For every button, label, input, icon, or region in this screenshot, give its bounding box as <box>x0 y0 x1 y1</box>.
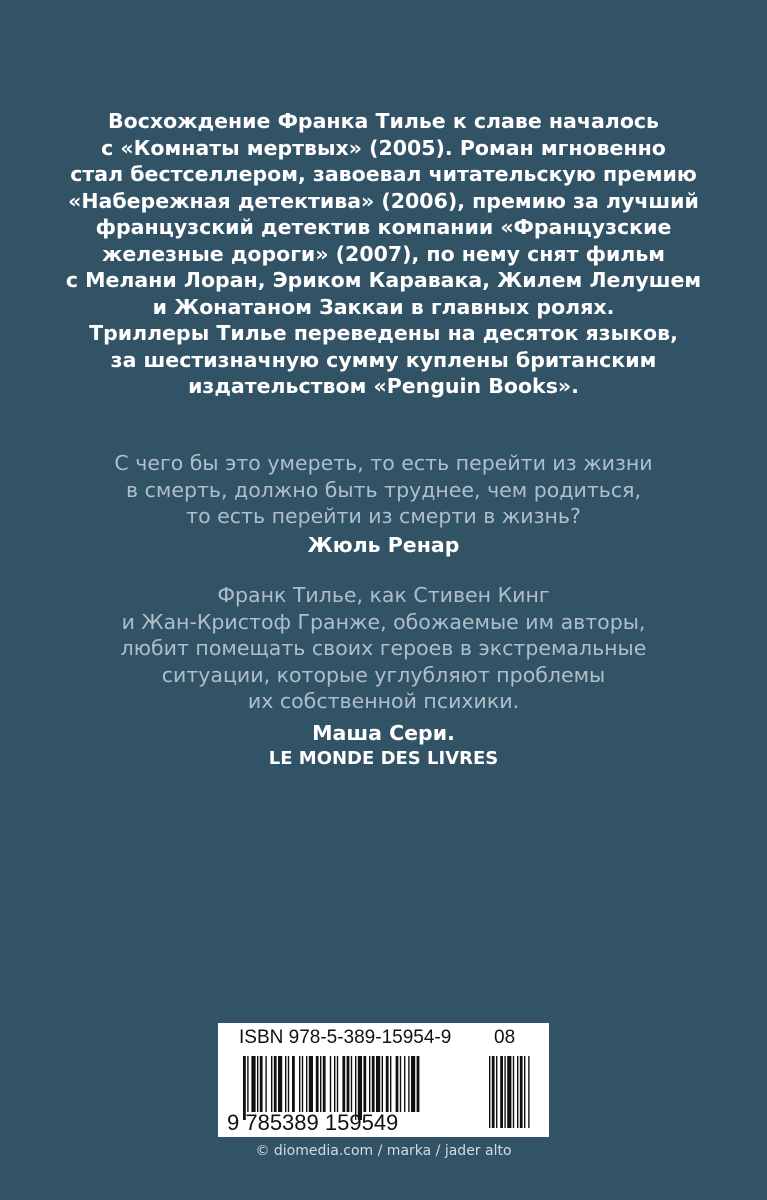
barcode-bar <box>372 1056 375 1112</box>
epigraph-author: Жюль Ренар <box>307 533 460 557</box>
barcode-bar <box>260 1056 263 1112</box>
blurb-line: с Мелани Лоран, Эриком Каравака, Жилем Лелушем <box>65 268 702 292</box>
addon-bar <box>489 1056 490 1128</box>
barcode-bar <box>330 1056 331 1112</box>
barcode-bar <box>376 1056 380 1112</box>
isbn-barcode <box>218 1023 549 1137</box>
photo-credit: © diomedia.com / marka / jader alto <box>255 1143 512 1159</box>
barcode-bar <box>408 1056 409 1112</box>
barcode-bar <box>390 1056 391 1112</box>
barcode-bar <box>285 1056 286 1112</box>
barcode-bar <box>404 1056 405 1112</box>
addon-bar <box>528 1056 529 1128</box>
barcode-bar <box>309 1056 313 1112</box>
author-blurb <box>60 108 707 400</box>
addon-bar <box>500 1056 503 1128</box>
barcode-bar <box>288 1056 289 1112</box>
addon-bar <box>520 1056 523 1128</box>
blurb-line: железные дороги» (2007), по нему снят фильм <box>101 241 666 266</box>
barcode-bar <box>302 1056 303 1112</box>
blurb-line: французский детектив компании «Французские <box>95 215 672 239</box>
barcode-bar <box>363 1056 366 1112</box>
addon-bar <box>517 1056 518 1128</box>
barcode-bar <box>400 1056 401 1112</box>
quote-line: в смерть, должно быть труднее, чем родиться, <box>126 477 641 502</box>
barcode-bar <box>342 1056 345 1112</box>
addon-bar <box>496 1056 497 1128</box>
barcode-bar <box>334 1056 335 1112</box>
price-addon: 08 <box>494 1027 516 1048</box>
ean-digits: 9 785389 159549 <box>227 1110 399 1135</box>
barcode-bar <box>411 1056 415 1112</box>
review-source: LE MONDE DES LIVRES <box>268 748 499 769</box>
blurb-line: Триллеры Тилье переведены на десяток языков, <box>89 321 678 345</box>
quote-line: С чего бы это умереть, то есть перейти из жизни <box>114 451 653 475</box>
blurb-line: за шестизначную сумму куплены британским <box>110 347 657 372</box>
review-attribution <box>60 720 707 772</box>
barcode-bar <box>306 1056 307 1112</box>
barcode-bar <box>320 1056 321 1112</box>
barcode-bar <box>299 1056 300 1112</box>
addon-bar <box>524 1056 525 1128</box>
review-author: Маша Сери. <box>312 721 455 745</box>
barcode-bar <box>274 1056 277 1112</box>
barcode-bar <box>265 1056 266 1112</box>
barcode-bar <box>382 1056 383 1112</box>
blurb-line: «Набережная детектива» (2006), премию за лучший <box>68 188 699 213</box>
quote-line: ситуации, которые углубляют проблемы <box>161 662 606 687</box>
addon-bar <box>504 1056 505 1128</box>
barcode-bar <box>351 1056 352 1112</box>
isbn-number: ISBN 978-5-389-15954-9 <box>239 1027 452 1048</box>
addon-bar <box>507 1056 511 1128</box>
quote-line: любит помещать своих героев в экстремальные <box>120 636 647 660</box>
blurb-line: и Жонатаном Заккаи в главных ролях. <box>152 294 615 319</box>
barcode-bar <box>323 1056 326 1112</box>
barcode-bar <box>417 1056 420 1112</box>
addon-bar <box>513 1056 514 1128</box>
addon-bar <box>492 1056 495 1128</box>
barcode-bar <box>251 1056 255 1112</box>
barcode-bar <box>386 1056 389 1112</box>
quote-line: то есть перейти из смерти в жизнь? <box>186 504 581 528</box>
barcode-bar <box>347 1056 350 1112</box>
barcode-bar <box>278 1056 282 1112</box>
barcode-bar <box>247 1056 248 1112</box>
blurb-line: стал бестселлером, завоевал читательскую премию <box>70 162 697 186</box>
quote-line: Франк Тилье, как Стивен Кинг <box>217 583 550 607</box>
barcode-bar <box>271 1056 272 1112</box>
blurb-line: издательством «Penguin Books». <box>188 374 579 398</box>
review-quote <box>60 582 707 715</box>
blurb-line: с «Комнаты мертвых» (2005). Роман мгновенно <box>101 135 666 160</box>
barcode-bar <box>369 1056 370 1112</box>
barcode-bar <box>316 1056 319 1112</box>
barcode-bar <box>292 1056 295 1112</box>
barcode-bar <box>337 1056 338 1112</box>
quote-line: и Жан-Кристоф Гранже, обожаемые им авторы, <box>121 609 646 634</box>
epigraph-quote <box>60 450 707 530</box>
barcode-bar <box>257 1056 258 1112</box>
quote-line: их собственной психики. <box>247 689 520 713</box>
barcode-bar <box>396 1056 399 1112</box>
blurb-line: Восхождение Франка Тилье к славе началось <box>107 109 660 133</box>
